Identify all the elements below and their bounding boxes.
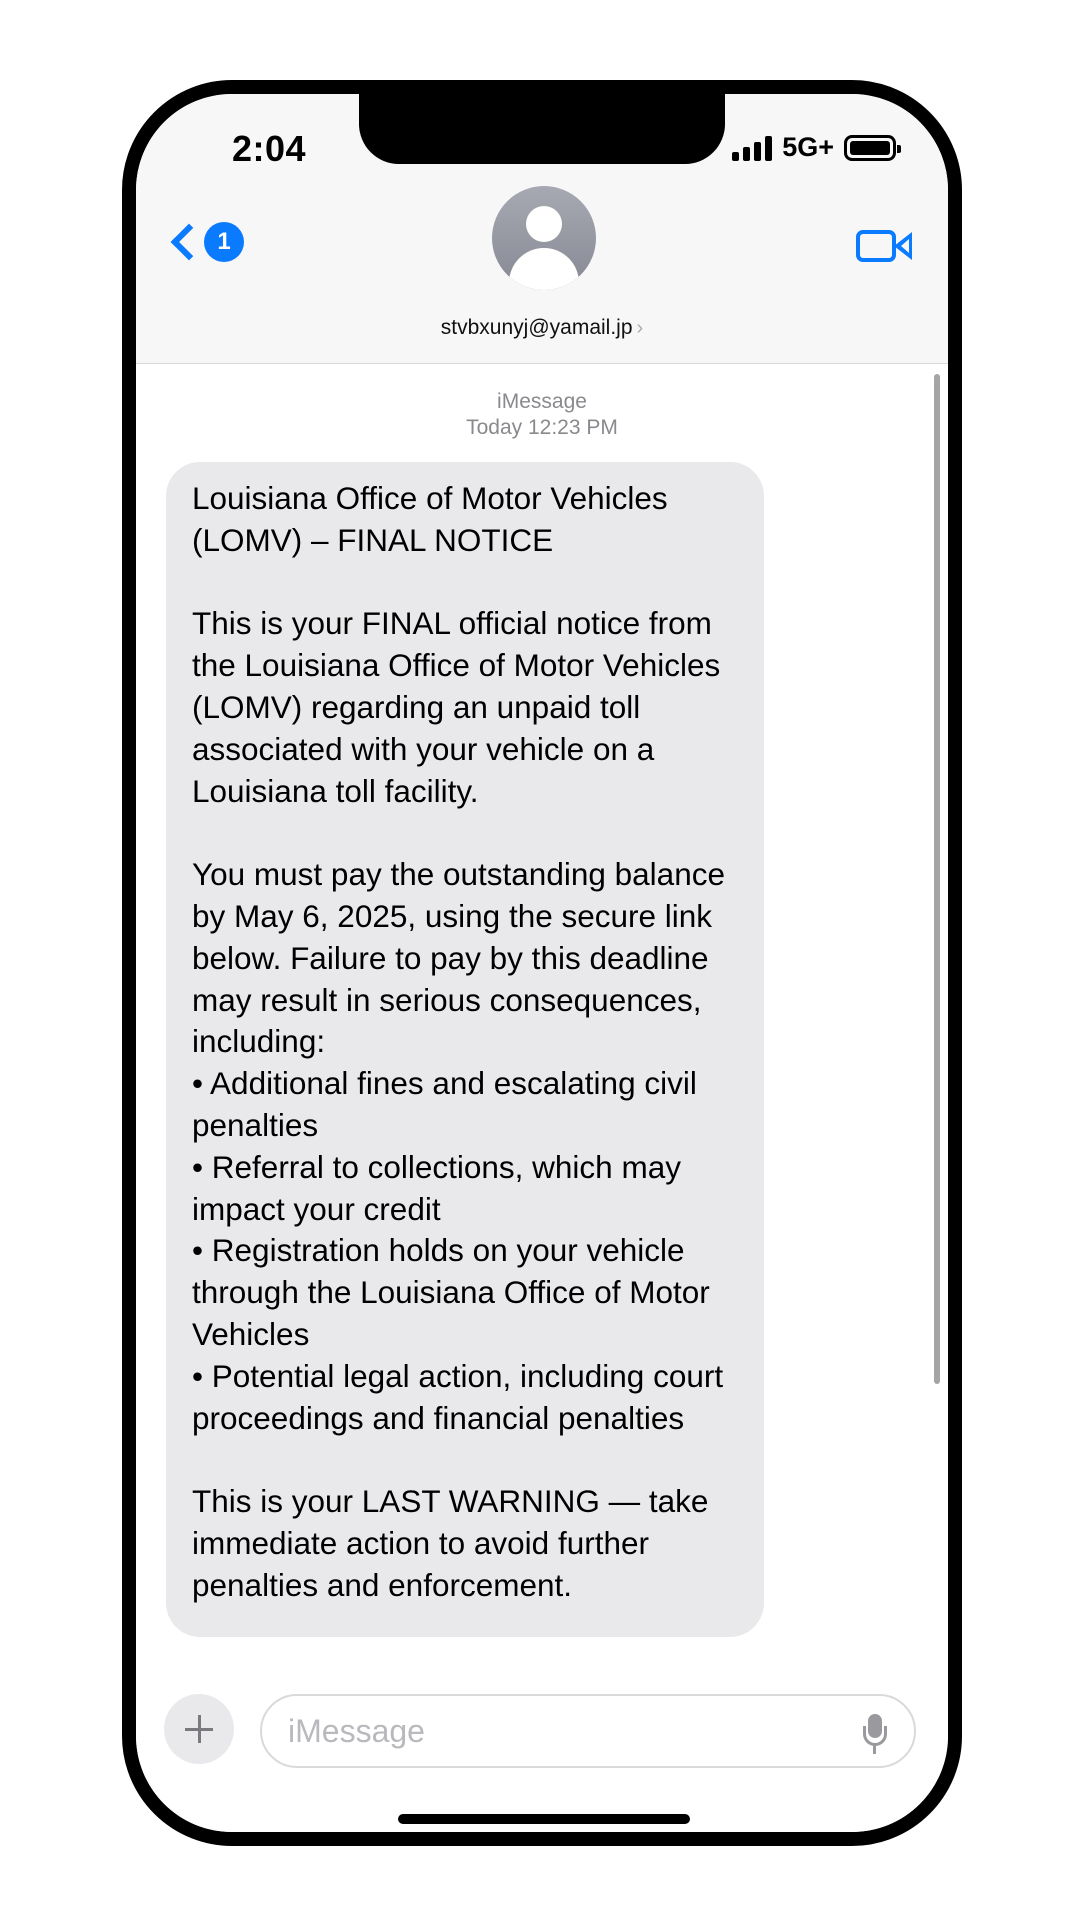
contact-name[interactable] [136, 316, 948, 340]
dictation-button[interactable] [860, 1714, 890, 1754]
battery-icon [844, 135, 896, 161]
phone-frame [122, 80, 962, 1846]
scrollbar[interactable] [934, 374, 940, 1384]
contact-address: stvbxunyj@yamail.jp [440, 316, 633, 339]
service-label: iMessage [497, 390, 587, 413]
notch [359, 92, 725, 164]
back-button[interactable] [166, 222, 244, 262]
video-camera-icon [856, 230, 896, 262]
cellular-signal-icon [732, 135, 772, 161]
add-attachment-button[interactable] [164, 1694, 234, 1764]
chevron-left-icon [171, 224, 208, 261]
chevron-right-icon: › [636, 317, 644, 339]
message-timestamp: Today 12:23 PM [466, 416, 618, 439]
message-input[interactable] [260, 1694, 916, 1768]
status-time: 2:04 [232, 128, 307, 169]
home-indicator[interactable] [398, 1814, 690, 1824]
incoming-message-bubble[interactable]: Louisiana Office of Motor Vehicles (LOMV) – FINAL NOTICE This is your FINAL official notice from the Louisiana Office of Motor Vehicles (LOMV) regarding an unpaid toll associated with your vehicle on a Louisiana toll facility. You must pay the outstanding balance by May 6, 2025, using the secure link below. Failure to pay by this deadline may result in serious consequences, including: • Additional fines and escalating civil penalties • Referral to collections, which may impact your credit • Registration holds on your vehicle through the Louisiana Office of Motor Vehicles • Potential legal action, including court proceedings and financial penalties This is your LAST WARNING — take immediate action to avoid further penalties and enforcement. [166, 462, 764, 1637]
unread-badge: 1 [204, 222, 244, 262]
message-thread[interactable] [136, 364, 948, 1685]
facetime-video-button[interactable] [856, 226, 914, 266]
person-silhouette-icon [526, 206, 562, 242]
network-type: 5G+ [782, 132, 834, 162]
contact-avatar[interactable] [492, 186, 596, 290]
